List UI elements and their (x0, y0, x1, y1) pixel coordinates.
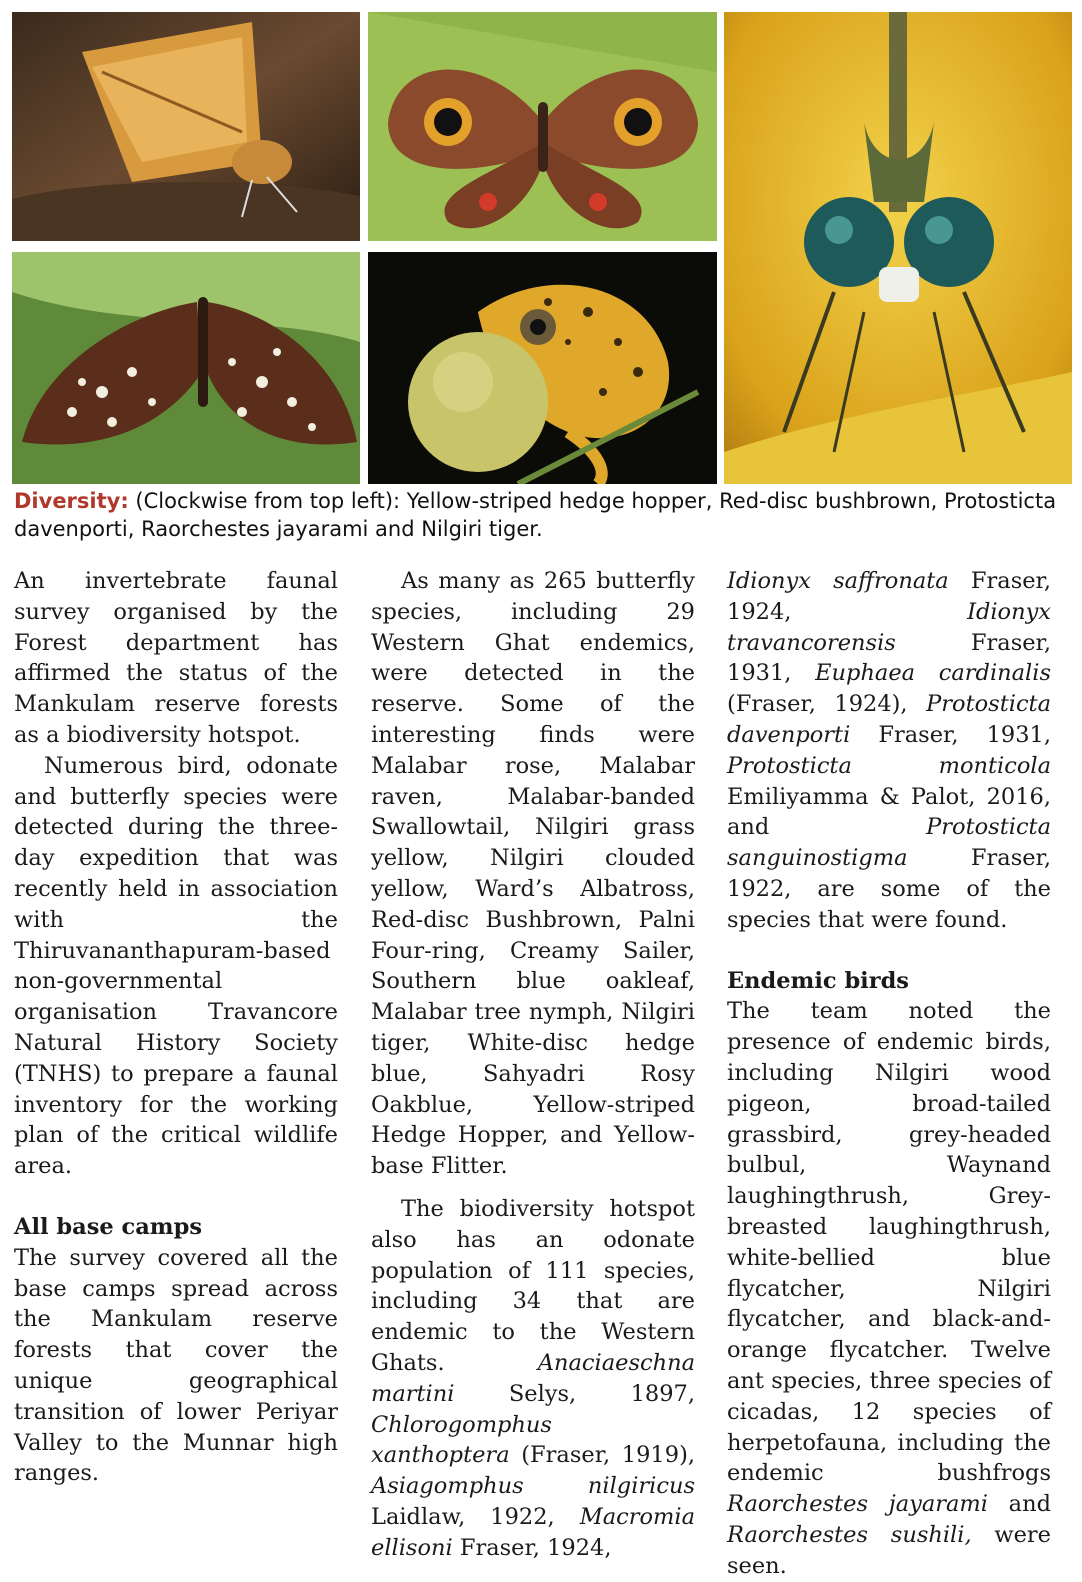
species-name: Macromia ellisoni (371, 1503, 695, 1561)
species-name: Protosticta davenporti (727, 691, 1051, 748)
paragraph-expedition: Numerous bird, odonate and butterfly species were detected during the three-day expedition that was recently held in association with the Thiruvananthapuram-based non-governmental organisation Travancore Natural History Society (TNHS) to prepare a faunal inventory for the working plan of the critical wildlife area. (14, 752, 338, 1180)
paragraph-endemic-birds: The team noted the presence of endemic birds, including Nilgiri wood pigeon, broad-tailed grassbird, grey-headed bulbul, Waynand laughingthrush, Grey-breasted laughingthrush, white-bellied blue flycatcher, Nilgiri flycatcher, and black-and-orange flycatcher. Twelve ant species, three species of cicadas, 12 species of herpetofauna, including the endemic bushfrogs Raorchestes jayarami and Raorchestes sushili, were seen. (727, 998, 1051, 1579)
species-name: Asiagomphus nilgiricus (371, 1473, 695, 1500)
paragraph-base-camps: The survey covered all the base camps spread across the Mankulam reserve forests that cover the unique geographical transition of lower Periyar Valley to the Munnar high ranges. (14, 1244, 338, 1487)
paragraph-butterflies: As many as 265 butterfly species, including 29 Western Ghat endemics, were detected in the reserve. Some of the interesting finds were Malabar rose, Malabar raven, Malabar-banded Swallowtail, Nilgiri grass yellow, Nilgiri clouded yellow, Ward’s Albatross, Red-disc Bushbrown, Palni Four-ring, Creamy Sailer, Southern blue oakleaf, Malabar tree nymph, Nilgiri tiger, White-disc hedge blue, Sahyadri Rosy Oakblue, Yellow-striped Hedge Hopper, and Yellow-base Flitter. (371, 568, 695, 1180)
photo-red-disc-bushbrown (368, 12, 717, 241)
subheading-base-camps: All base camps (14, 1213, 202, 1240)
photo-raorchestes-jayarami (368, 252, 717, 484)
bushbrown-image (368, 12, 717, 241)
caption-lead: Diversity: (14, 489, 129, 513)
hedge-hopper-image (12, 12, 360, 241)
species-name: Protosticta monticola (727, 752, 1051, 779)
species-name: Raorchestes jayarami (727, 1491, 988, 1518)
photo-hedge-hopper (12, 12, 360, 241)
article-column-1 (14, 566, 338, 1489)
photo-caption (14, 487, 1070, 543)
species-name: Euphaea cardinalis (815, 660, 1051, 687)
article-column-2 (371, 566, 695, 1564)
species-name: Chlorogomphus xanthoptera (371, 1411, 552, 1469)
photo-grid (12, 12, 1072, 484)
paragraph-odonates: The biodiversity hotspot also has an odonate population of 111 species, including 34 that are endemic to the Western Ghats. Anaciaeschna martini Selys, 1897, Chlorogomphus xanthoptera (Fraser, 1919), Asiagomphus nilgiricus Laidlaw, 1922, Macromia ellisoni Fraser, 1924, (371, 1195, 695, 1561)
nilgiri-tiger-image (12, 252, 360, 484)
species-name: Anaciaeschna martini (371, 1349, 695, 1407)
subheading-endemic-birds: Endemic birds (727, 967, 909, 994)
caption-text: (Clockwise from top left): Yellow-striped hedge hopper, Red-disc bushbrown, Protosticta davenporti, Raorchestes jayarami and Nilgiri tiger. (14, 489, 1057, 541)
paragraph-odonates-continued: Idionyx saffronata Fraser, 1924, Idionyx travancorensis Fraser, 1931, Euphaea cardinalis (Fraser, 1924), Protosticta davenporti Fraser, 1931, Protosticta monticola Emiliyamma & Palot, 2016, and Protosticta sanguinostigma Fraser, 1922, are some of the species that were found. (727, 568, 1051, 933)
species-name: Idionyx travancorensis (727, 598, 1051, 656)
frog-image (368, 252, 717, 484)
species-name: Protosticta sanguinostigma (727, 814, 1051, 872)
article-column-3 (727, 566, 1051, 1582)
photo-protosticta-davenporti (724, 12, 1072, 484)
damselfly-image (724, 12, 1072, 484)
species-name: Idionyx saffronata (727, 568, 949, 594)
photo-nilgiri-tiger (12, 252, 360, 484)
species-name: Raorchestes sushili, (727, 1521, 972, 1548)
paragraph-intro: An invertebrate faunal survey organised by the Forest department has affirmed the status of the Mankulam reserve forests as a biodiversity hotspot. (14, 568, 338, 748)
